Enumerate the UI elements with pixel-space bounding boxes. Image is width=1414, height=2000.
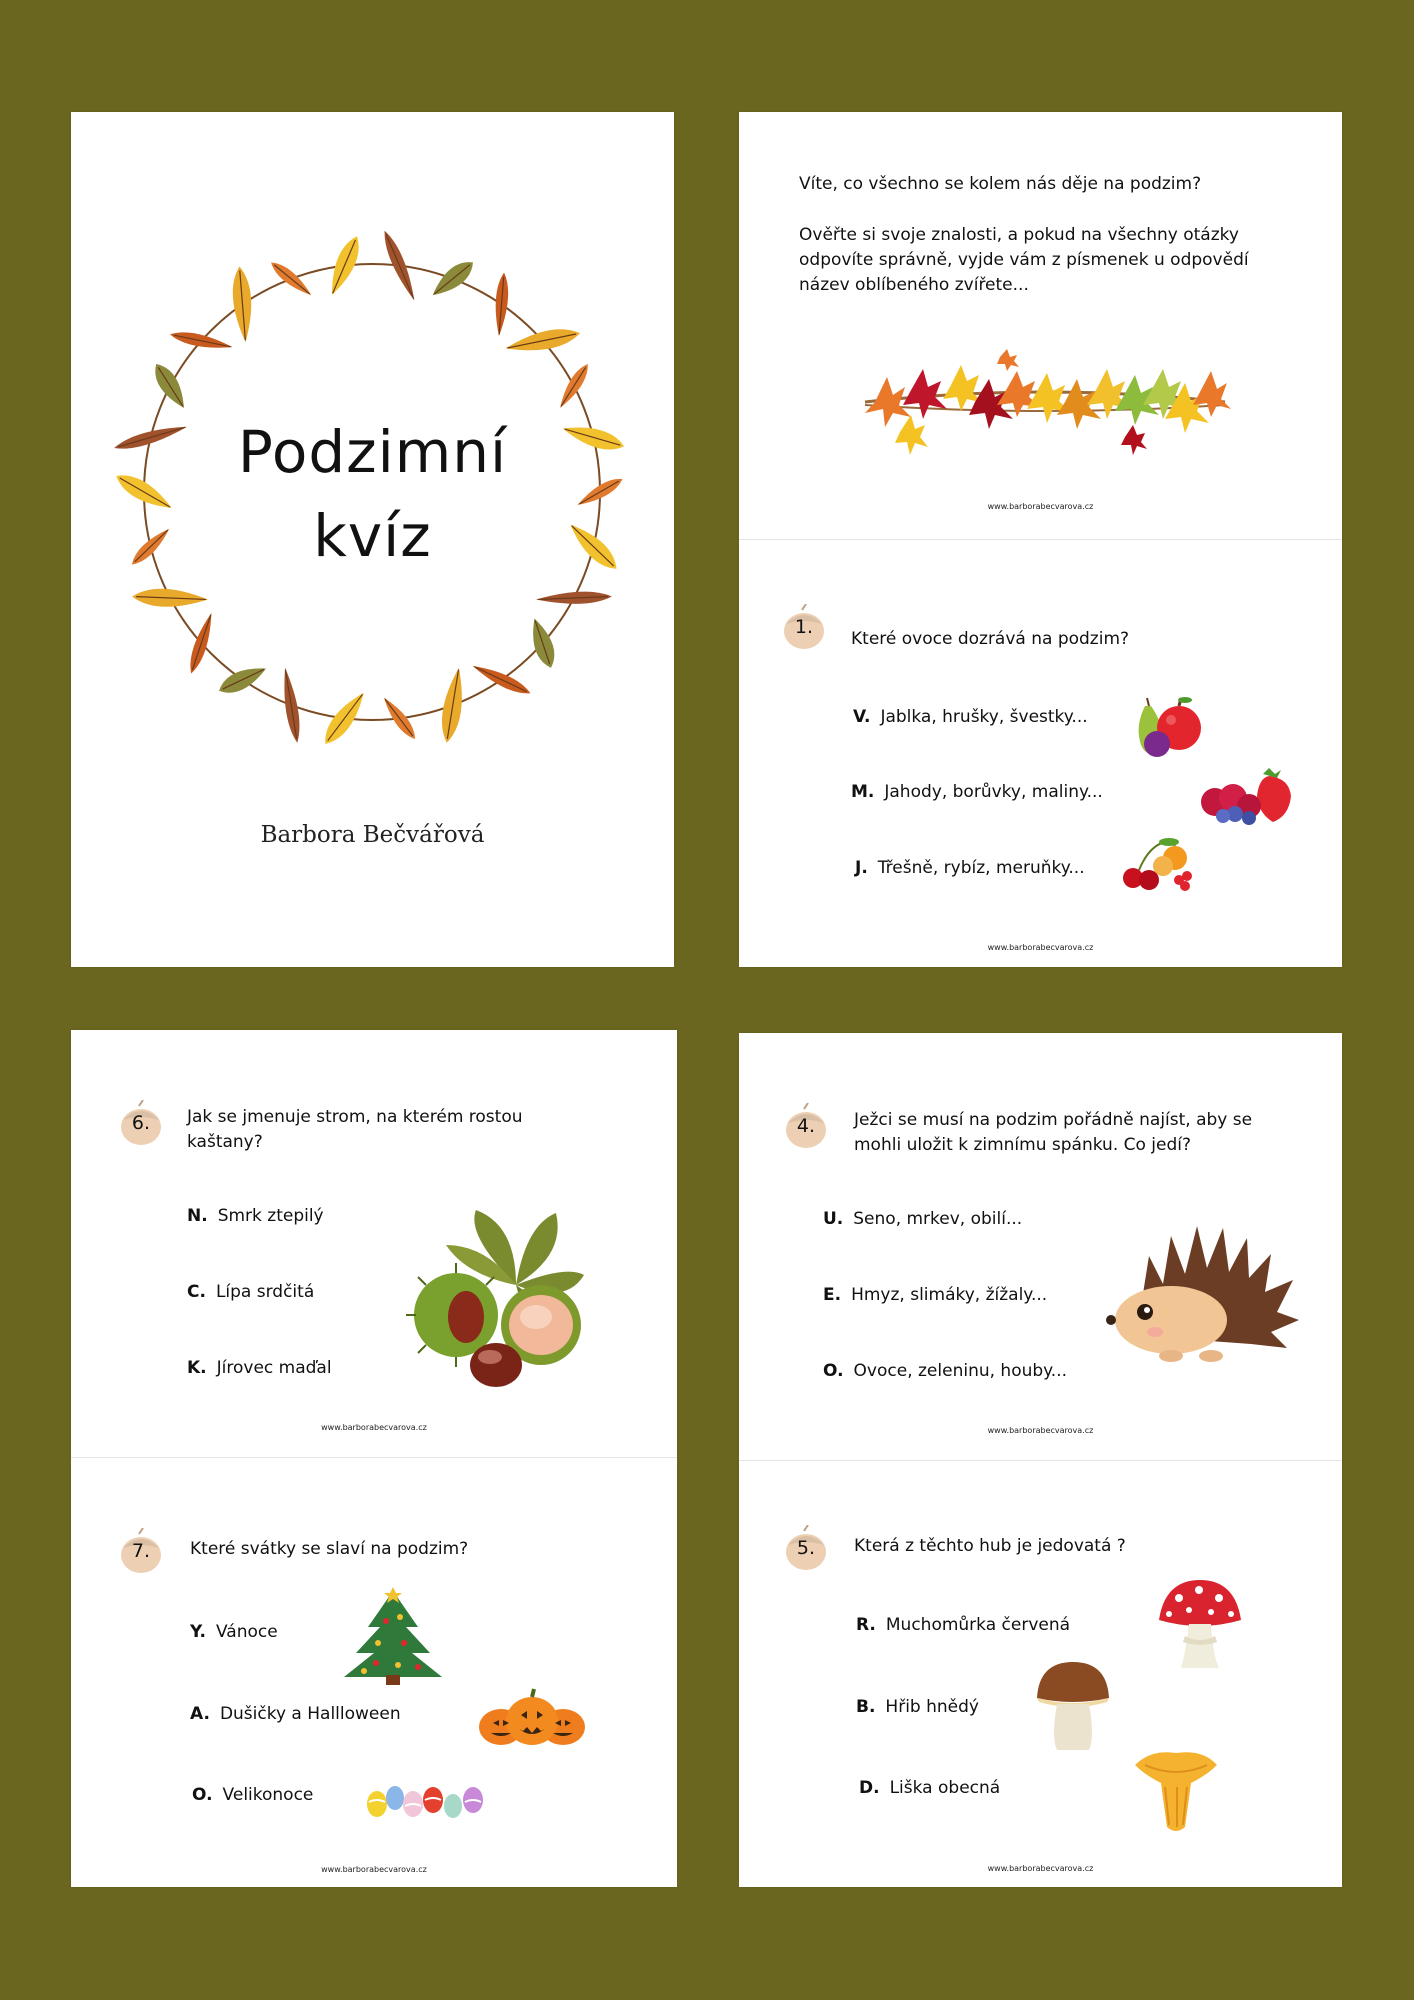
intro-instructions: Ověřte si svoje znalosti, a pokud na všechny otázky odpovíte správně, vyjde vám z písmenek u odpovědí název oblíbeného zvířete... (799, 225, 1249, 295)
intro-question: Víte, co všechno se kolem nás děje na podzim? (799, 174, 1202, 194)
wreath-leaf (493, 272, 510, 337)
answer-text: Lípa srdčitá (215, 1282, 315, 1302)
question-number: 1. (794, 616, 814, 638)
answer-option-e[interactable] (823, 1285, 1047, 1305)
answer-letter: N. (187, 1206, 208, 1226)
cover-author: Barbora Bečvářová (260, 822, 485, 848)
answer-text: Vánoce (215, 1622, 278, 1642)
answer-letter: V. (853, 707, 871, 727)
footer-url: www.barborabecvarova.cz (321, 1423, 427, 1432)
cherries-currants-icon (1119, 836, 1199, 894)
leaf-garland-icon (855, 347, 1235, 467)
answer-letter: E. (823, 1285, 842, 1305)
wreath-leaf (379, 694, 420, 743)
question-text: Které ovoce dozrává na podzim? (851, 629, 1130, 649)
answer-text: Smrk ztepilý (217, 1206, 324, 1226)
easter-eggs-icon (365, 1780, 495, 1820)
question-text: Ježci se musí na podzim pořádně najíst, aby se mohli uložit k zimnímu spánku. Co jedí? (854, 1110, 1253, 1155)
footer-url: www.barborabecvarova.cz (987, 1426, 1094, 1435)
question-number-badge (118, 1528, 164, 1574)
answer-option-k[interactable] (187, 1358, 332, 1378)
cover-title-line1: Podzimní (237, 418, 508, 486)
answer-text: Třešně, rybíz, meruňky... (877, 858, 1085, 878)
bolete-icon (1033, 1658, 1113, 1754)
answer-option-d[interactable] (859, 1778, 1000, 1798)
wreath-leaf (536, 590, 612, 605)
wreath-leaf (185, 611, 217, 676)
page-divider (739, 1460, 1342, 1461)
answer-option-m[interactable] (851, 782, 1103, 802)
question-number: 5. (796, 1537, 816, 1559)
answer-text: Dušičky a Hallloween (219, 1704, 401, 1724)
answer-option-y[interactable] (190, 1622, 278, 1642)
answer-letter: O. (823, 1361, 844, 1381)
answer-letter: M. (851, 782, 875, 802)
chanterelle-icon (1131, 1747, 1221, 1837)
christmas-tree-icon (338, 1587, 448, 1687)
wreath-leaf (427, 255, 479, 302)
answer-letter: R. (856, 1615, 876, 1635)
footer-url: www.barborabecvarova.cz (987, 943, 1094, 952)
wreath-leaf (230, 266, 254, 343)
answer-letter: K. (187, 1358, 207, 1378)
footer-url: www.barborabecvarova.cz (987, 1864, 1094, 1873)
answer-text: Jahody, borůvky, maliny... (884, 782, 1103, 802)
answer-text: Jírovec maďal (216, 1358, 332, 1378)
question-number: 7. (131, 1540, 151, 1562)
fly-agaric-icon (1155, 1576, 1245, 1672)
wreath-leaf (267, 258, 315, 300)
hedgehog-icon (1101, 1216, 1301, 1376)
answer-text: Jablka, hrušky, švestky... (880, 707, 1088, 727)
answer-text: Seno, mrkev, obilí... (853, 1209, 1023, 1229)
footer-url: www.barborabecvarova.cz (987, 502, 1094, 511)
answer-letter: Y. (190, 1622, 206, 1642)
answer-option-o[interactable] (192, 1785, 313, 1805)
pumpkins-icon (477, 1687, 587, 1749)
answer-option-u[interactable] (823, 1209, 1022, 1229)
wreath-leaf (318, 687, 371, 749)
cover-page (71, 112, 674, 967)
wreath-leaf (438, 666, 468, 744)
answer-letter: A. (190, 1704, 210, 1724)
question-text: Která z těchto hub je jedovatá ? (854, 1536, 1126, 1556)
answer-letter: B. (856, 1697, 876, 1717)
answer-option-n[interactable] (187, 1206, 324, 1226)
wreath-leaf (379, 228, 420, 303)
intro-q1-page (739, 112, 1342, 967)
answer-letter: O. (192, 1785, 213, 1805)
question-number-badge (783, 1103, 829, 1149)
answer-text: Hmyz, slimáky, žížaly... (851, 1285, 1048, 1305)
apple-pear-plum-icon (1127, 692, 1207, 762)
answer-option-j[interactable] (855, 858, 1085, 878)
answer-text: Velikonoce (222, 1785, 314, 1805)
wreath-leaf (169, 329, 234, 354)
question-number: 6. (131, 1112, 151, 1134)
answer-letter: C. (187, 1282, 206, 1302)
wreath-leaf (132, 587, 209, 608)
footer-url: www.barborabecvarova.cz (321, 1865, 427, 1874)
answer-text: Ovoce, zeleninu, houby... (853, 1361, 1068, 1381)
question-text: Které svátky se slaví na podzim? (190, 1539, 469, 1559)
answer-letter: U. (823, 1209, 844, 1229)
wreath-leaf (279, 667, 303, 744)
page-divider (71, 1457, 677, 1458)
answer-letter: D. (859, 1778, 880, 1798)
question-number-badge (783, 1525, 829, 1571)
page-divider (739, 539, 1342, 540)
wreath-leaf (555, 361, 593, 411)
cover-title-line2: kvíz (313, 502, 432, 570)
wreath-leaf (504, 324, 582, 357)
question-number-badge (781, 604, 827, 650)
question-number-badge (118, 1100, 164, 1146)
answer-letter: J. (855, 858, 868, 878)
answer-text: Hřib hnědý (885, 1697, 979, 1717)
answer-option-b[interactable] (856, 1697, 979, 1717)
horse-chestnut-icon (406, 1205, 586, 1395)
answer-option-c[interactable] (187, 1282, 314, 1302)
berries-icon (1199, 764, 1299, 826)
answer-option-v[interactable] (853, 707, 1088, 727)
q4-q5-page (739, 1033, 1342, 1887)
answer-option-o[interactable] (823, 1361, 1067, 1381)
answer-text: Liška obecná (889, 1778, 1001, 1798)
question-text: Jak se jmenuje strom, na kterém rostou kaštany? (187, 1107, 523, 1152)
q6-q7-page (71, 1030, 677, 1887)
wreath-leaf (324, 233, 366, 299)
wreath-leaf (149, 359, 192, 413)
wreath-leaf (526, 616, 560, 671)
answer-option-a[interactable] (190, 1704, 401, 1724)
answer-text: Muchomůrka červená (885, 1615, 1071, 1635)
question-number: 4. (796, 1115, 816, 1137)
answer-option-r[interactable] (856, 1615, 1070, 1635)
